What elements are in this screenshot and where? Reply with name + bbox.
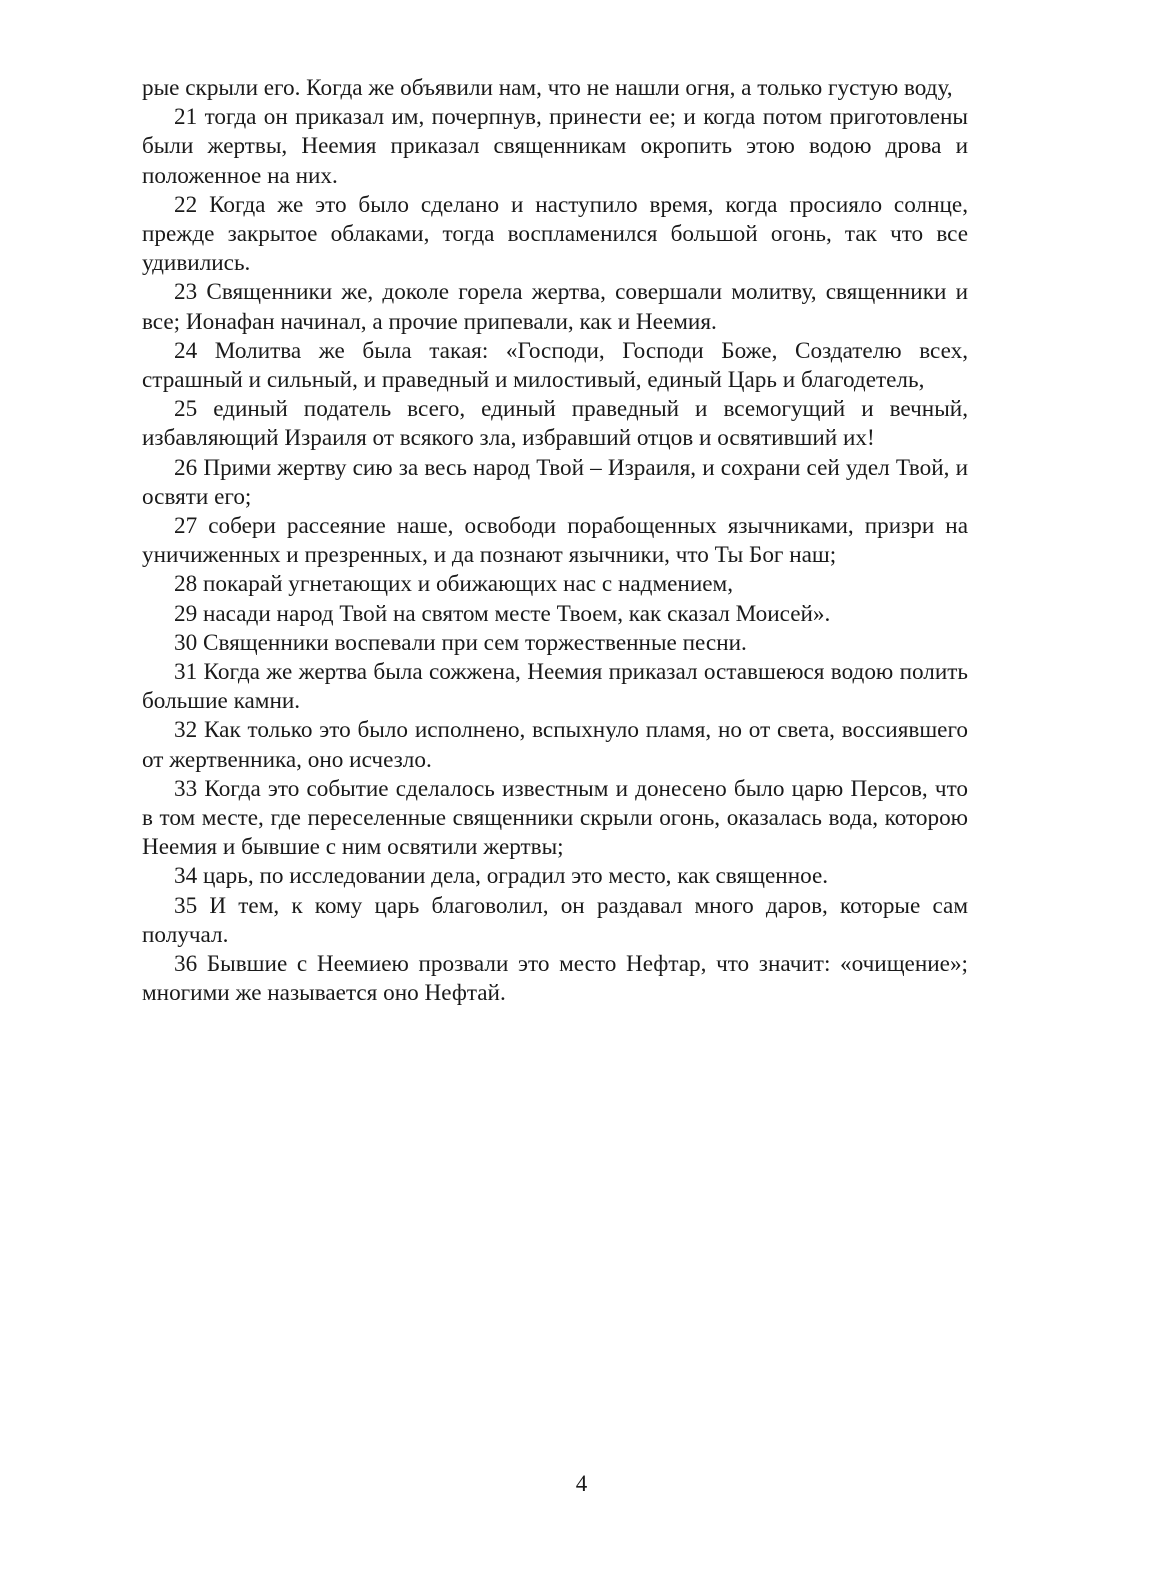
verse-29: 29 насади народ Твой на святом месте Твоем, как сказал Моисей». bbox=[174, 600, 831, 627]
body-text bbox=[142, 74, 968, 1009]
verse-23: 23 Священники же, доколе горела жертва, совершали молитву, священники и все; Ионафан начинал, а прочие припевали, как и Неемия. bbox=[142, 279, 968, 335]
verse-28: 28 покарай угнетающих и обижающих нас с надмением, bbox=[174, 571, 733, 598]
verse-34: 34 царь, по исследовании дела, оградил это место, как священное. bbox=[174, 863, 829, 890]
verse-32: 32 Как только это было исполнено, вспыхнуло пламя, но от света, воссиявшего от жертвенника, оно исчезло. bbox=[142, 717, 968, 773]
verse-33: 33 Когда это событие сделалось известным и донесено было царю Персов, что в том месте, где переселенные священники скрыли огонь, оказалась вода, которою Неемия и бывшие с ним освятили жертвы; bbox=[142, 775, 968, 861]
verse-27: 27 собери рассеяние наше, освободи порабощенных язычниками, призри на уничиженных и презренных, и да познают язычники, что Ты Бог наш; bbox=[142, 513, 968, 569]
verse-25: 25 единый податель всего, единый праведный и всемогущий и вечный, избавляющий Израиля от всякого зла, избравший отцов и освятивший их! bbox=[142, 396, 968, 452]
verse-26: 26 Прими жертву сию за весь народ Твой – Израиля, и сохрани сей удел Твой, и освяти его; bbox=[142, 454, 968, 510]
verse-36: 36 Бывшие с Неемиею прозвали это место Нефтар, что значит: «очищение»; многими же называется оно Нефтай. bbox=[142, 951, 968, 1007]
verse-22: 22 Когда же это было сделано и наступило время, когда просияло солнце, прежде закрытое облаками, тогда воспламенился большой огонь, так что все удивились. bbox=[142, 191, 968, 277]
verse-31: 31 Когда же жертва была сожжена, Неемия приказал оставшеюся водою полить большие камни. bbox=[142, 659, 968, 715]
paragraph-continuation: рые скрыли его. Когда же объявили нам, что не нашли огня, а только густую воду, bbox=[142, 75, 953, 101]
page-number: 4 bbox=[575, 1471, 588, 1496]
verse-30: 30 Священники воспевали при сем торжественные песни. bbox=[174, 629, 747, 656]
verse-35: 35 И тем, к кому царь благоволил, он раздавал много даров, которые сам получал. bbox=[142, 892, 968, 948]
verse-24: 24 Молитва же была такая: «Господи, Господи Боже, Создателю всех, страшный и сильный, и праведный и милостивый, единый Царь и благодетель, bbox=[142, 337, 968, 394]
verse-21: 21 тогда он приказал им, почерпнув, принести ее; и когда потом приготовлены были жертвы, Неемия приказал священникам окропить этою водою дрова и положенное на них. bbox=[142, 104, 968, 189]
